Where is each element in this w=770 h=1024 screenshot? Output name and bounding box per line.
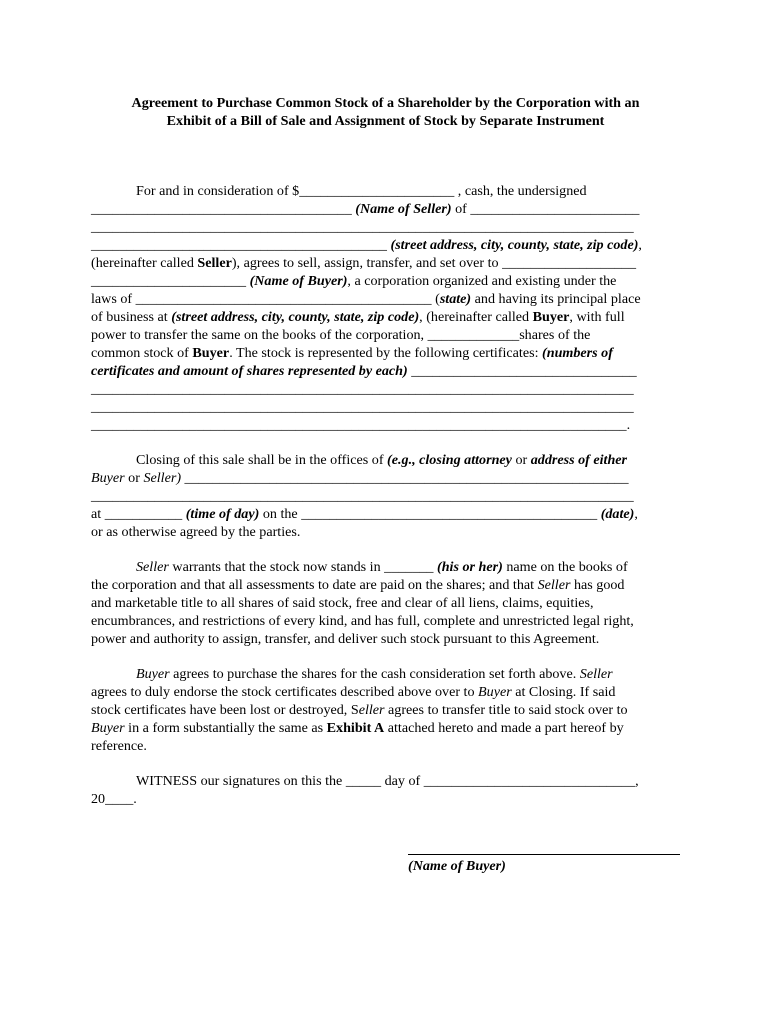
text-line: [91, 290, 680, 308]
text-line: [91, 701, 680, 719]
buyer-name-label: (Name of Buyer): [249, 273, 348, 289]
text: reference.: [91, 738, 147, 754]
seller-name-blank: _____________________________________: [91, 201, 356, 217]
text: . The stock is represented by the following certificates:: [229, 345, 543, 361]
text: or: [124, 470, 144, 486]
buyer-term: Buyer: [532, 309, 570, 325]
buyer-term: Buyer: [91, 470, 125, 486]
text: has good: [570, 577, 625, 593]
text: Closing of this sale shall be in the offices of: [136, 452, 388, 468]
text-line: [91, 505, 680, 523]
text: ,: [638, 237, 642, 253]
blank-line: ____________________________________________________________________________.: [91, 417, 631, 433]
text: stock certificates have been lost or destroyed, S: [91, 702, 359, 718]
exhibit-a-term: Exhibit A: [326, 720, 385, 736]
blank-line: _____________________________________________________________________________: [91, 488, 634, 504]
text-line: [91, 487, 680, 505]
text: common stock of: [91, 345, 193, 361]
text: on the __________________________________________: [259, 506, 601, 522]
buyer-signature-block: [408, 854, 680, 875]
text: For and in consideration of $______________________ , cash, the undersigned: [136, 183, 587, 199]
buyer-name-label: (Name of Buyer): [408, 858, 506, 874]
text: and marketable title to all shares of said stock, free and clear of all liens, claims, equities,: [91, 595, 594, 611]
purchase-paragraph: [91, 665, 680, 755]
text-line: [91, 416, 680, 434]
text: , with full: [569, 309, 625, 325]
closing-location-label: (e.g., closing attorney: [387, 452, 512, 468]
text-line: [91, 218, 680, 236]
text-line: [91, 790, 680, 808]
closing-location-label: address of either: [530, 452, 628, 468]
text: agrees to purchase the shares for the cash consideration set forth above.: [169, 666, 580, 682]
date-label: (date): [600, 506, 635, 522]
text: agrees to transfer title to said stock over to: [384, 702, 628, 718]
buyer-address-label: (street address, city, county, state, zip code): [171, 309, 420, 325]
seller-term: eller: [358, 702, 385, 718]
buyer-term: Buyer: [192, 345, 230, 361]
text: the corporation and that all assessments to date are paid on the shares; and that: [91, 577, 538, 593]
text-line: [91, 523, 680, 541]
text-line: [91, 630, 680, 648]
text-line: [91, 451, 680, 469]
buyer-name-blank: ______________________: [91, 273, 250, 289]
text: WITNESS our signatures on this the _____ day of ______________________________,: [136, 773, 639, 789]
buyer-term: Buyer: [91, 720, 125, 736]
text: , (hereinafter called: [419, 309, 533, 325]
text-line: [91, 200, 680, 218]
text-line: [91, 612, 680, 630]
warranty-paragraph: [91, 558, 680, 648]
blank-line: ________________________________: [407, 363, 637, 379]
text-line: [91, 558, 680, 576]
closing-paragraph: [91, 451, 680, 541]
pronoun-label: (his or her): [437, 559, 503, 575]
text-line: [91, 380, 680, 398]
title-line-1: Agreement to Purchase Common Stock of a Shareholder by the Corporation with an: [131, 95, 640, 111]
text: or as otherwise agreed by the parties.: [91, 524, 301, 540]
text-line: [91, 594, 680, 612]
text: in a form substantially the same as: [124, 720, 327, 736]
text-line: [91, 665, 680, 683]
text-line: [91, 772, 680, 790]
certificates-label: certificates and amount of shares represented by each): [91, 363, 408, 379]
seller-address-blank: __________________________________________: [91, 237, 391, 253]
text: or: [511, 452, 531, 468]
text-line: [91, 326, 680, 344]
text: at ___________: [91, 506, 186, 522]
seller-term: Seller: [537, 577, 571, 593]
document-title: [91, 94, 680, 130]
text-line: [91, 576, 680, 594]
text: warrants that the stock now stands in _______: [168, 559, 438, 575]
buyer-term: Buyer: [478, 684, 512, 700]
year-blank: 20____.: [91, 791, 137, 807]
text: of ________________________: [451, 201, 640, 217]
text-line: [91, 182, 680, 200]
seller-term: Seller: [197, 255, 232, 271]
text-line: [91, 236, 680, 254]
seller-term: Seller: [136, 559, 169, 575]
text: ,: [634, 506, 638, 522]
blank-line: _____________________________________________________________________________: [91, 219, 634, 235]
witness-paragraph: [91, 772, 680, 808]
text: (hereinafter called: [91, 255, 198, 271]
text-line: [91, 254, 680, 272]
text: ), agrees to sell, assign, transfer, and set over to ___________________: [231, 255, 637, 271]
text-line: [91, 398, 680, 416]
title-line-2: Exhibit of a Bill of Sale and Assignment of Stock by Separate Instrument: [166, 113, 605, 129]
text: at Closing. If said: [511, 684, 616, 700]
certificates-label: (numbers of: [542, 345, 613, 361]
text: , a corporation organized and existing under the: [347, 273, 617, 289]
text: attached hereto and made a part hereof by: [384, 720, 624, 736]
time-of-day-label: (time of day): [185, 506, 260, 522]
text: and having its principal place: [471, 291, 641, 307]
seller-term: Seller: [579, 666, 613, 682]
signature-line: [408, 854, 680, 855]
text: encumbrances, and restrictions of every kind, and has full, complete and unrestricted legal right,: [91, 613, 634, 629]
seller-term: Seller): [143, 470, 182, 486]
text: agrees to duly endorse the stock certificates described above over to: [91, 684, 479, 700]
text-line: [91, 719, 680, 737]
buyer-term: Buyer: [136, 666, 170, 682]
text-line: [91, 469, 680, 487]
text: name on the books of: [502, 559, 628, 575]
text-line: [91, 737, 680, 755]
consideration-paragraph: [91, 182, 680, 434]
text: power and authority to assign, transfer, and deliver such stock pursuant to this Agreement.: [91, 631, 600, 647]
seller-address-label: (street address, city, county, state, zip code): [390, 237, 639, 253]
blank-line: _______________________________________________________________: [181, 470, 629, 486]
state-label: state): [439, 291, 472, 307]
text-line: [91, 344, 680, 362]
text-line: [91, 308, 680, 326]
text-line: [91, 683, 680, 701]
blank-line: _____________________________________________________________________________: [91, 399, 634, 415]
blank-line: _____________________________________________________________________________: [91, 381, 634, 397]
text: laws of __________________________________________ (: [91, 291, 440, 307]
text-line: [91, 362, 680, 380]
seller-name-label: (Name of Seller): [355, 201, 452, 217]
text: of business at: [91, 309, 172, 325]
text-line: [91, 272, 680, 290]
text: power to transfer the same on the books of the corporation, _____________shares of the: [91, 327, 591, 343]
